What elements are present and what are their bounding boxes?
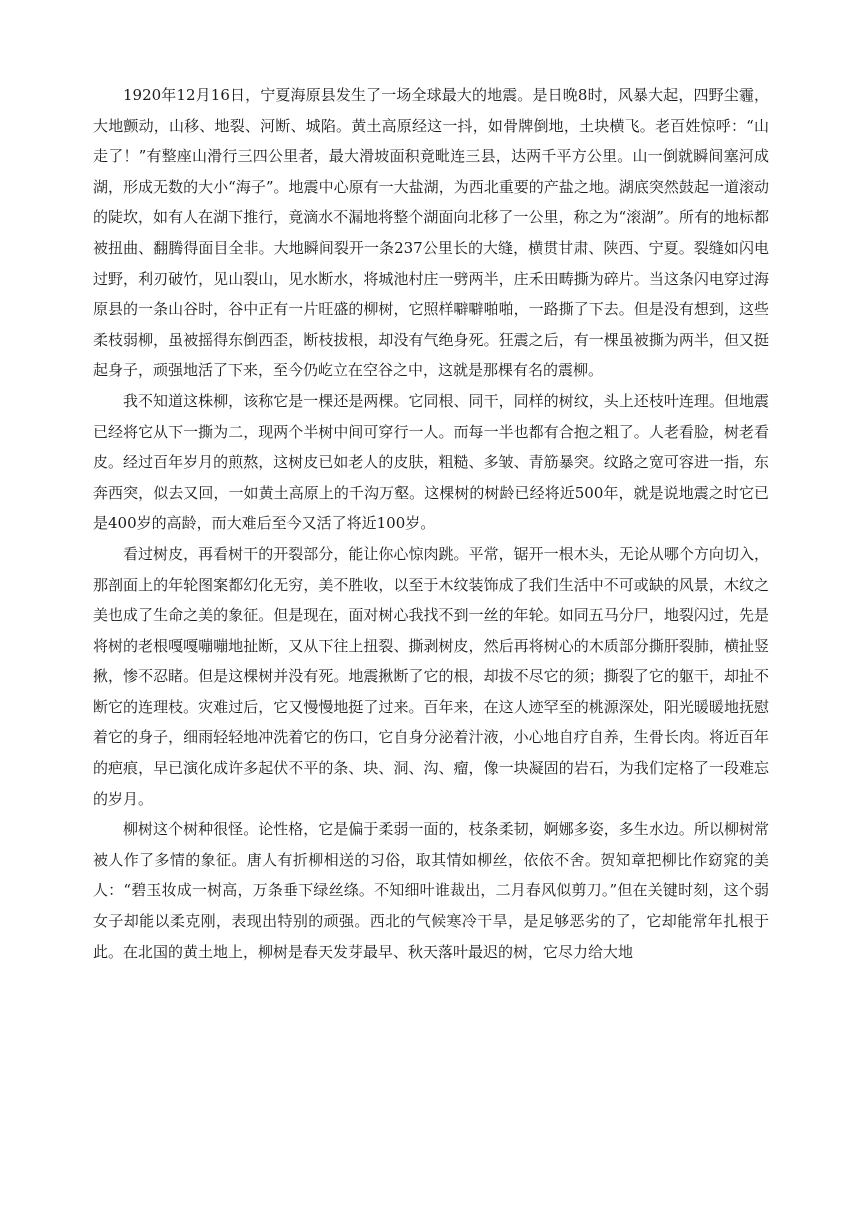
paragraph-haiyuan-earthquake: 1920年12月16日，宁夏海原县发生了一场全球最大的地震。是日晚8时，风暴大起，四野尘霾，大地颤动，山移、地裂、河断、城陷。黄土高原经这一抖，如骨牌倒地，土块横飞。老百姓惊呼：“山走了！”有整座山滑行三四公里者，最大滑坡面积竟毗连三县，达两千平方公里。山一倒就瞬间塞河成湖，形成无数的大小“海子”。地震中心原有一大盐湖，为西北重要的产盐之地。湖底突然鼓起一道滚动的陡坎，如有人在湖下推行，竟滴水不漏地将整个湖面向北移了一公里，称之为“滚湖”。所有的地标都被扭曲、翻腾得面目全非。大地瞬间裂开一条237公里长的大缝，横贯甘肃、陕西、宁夏。裂缝如闪电过野，利刃破竹，见山裂山，见水断水，将城池村庄一劈两半，庄禾田畴撕为碎片。当这条闪电穿过海原县的一条山谷时，谷中正有一片旺盛的柳树，它照样噼噼啪啪，一路撕了下去。但是没有想到，这些柔枝弱柳，虽被摇得东倒西歪，断枝拔根，却没有气绝身死。狂震之后，有一棵虽被撕为两半，但又挺起身子，顽强地活了下来，至今仍屹立在空谷之中，这就是那棵有名的震柳。	[93, 86, 769, 380]
paragraph-trunk-crack: 看过树皮，再看树干的开裂部分，能让你心惊肉跳。平常，锯开一根木头，无论从哪个方向切入，那剖面上的年轮图案都幻化无穷，美不胜收，以至于木纹装饰成了我们生活中不可或缺的风景，木纹之美也成了生命之美的象征。但是现在，面对树心我找不到一丝的年轮。如同五马分尸，地裂闪过，先是将树的老根嘎嘎嘣嘣地扯断，又从下往上扭裂、撕剥树皮，然后再将树心的木质部分撕肝裂肺，横扯竖揪，惨不忍睹。但是这棵树并没有死。地震揪断了它的根，却拔不尽它的须；撕裂了它的躯干，却扯不断它的连理枝。灾难过后，它又慢慢地挺了过来。百年来，在这人迹罕至的桃源深处，阳光暖暖地抚慰着它的身子，细雨轻轻地冲洗着它的伤口，它自身分泌着汁液，小心地自疗自养，生骨长肉。将近百年的疤痕，早已演化成许多起伏不平的条、块、洞、沟、瘤，像一块凝固的岩石，为我们定格了一段难忘的岁月。	[93, 544, 769, 808]
paragraph-willow-description: 我不知道这株柳，该称它是一棵还是两棵。它同根、同干，同样的树纹，头上还枝叶连理。但地震已经将它从下一撕为二，现两个半树中间可穿行一人。而每一半也都有合抱之粗了。人老看脸，树老看皮。经过百年岁月的煎熬，这树皮已如老人的皮肤，粗糙、多皱、青筋暴突。纹路之宽可容进一指，东奔西突，似去又回，一如黄土高原上的千沟万壑。这棵树的树龄已经将近500年，就是说地震之时它已是400岁的高龄，而大难后至今又活了将近100岁。	[93, 391, 769, 533]
paragraph-willow-character: 柳树这个树种很怪。论性格，它是偏于柔弱一面的，枝条柔韧，婀娜多姿，多生水边。所以柳树常被人作了多情的象征。唐人有折柳相送的习俗，取其情如柳丝，依依不舍。贺知章把柳比作窈窕的美人：“碧玉妆成一树高，万条垂下绿丝绦。不知细叶谁裁出，二月春风似剪刀。”但在关键时刻，这个弱女子却能以柔克刚，表现出特别的顽强。西北的气候寒冷干旱，是足够恶劣的了，它却能常年扎根于此。在北国的黄土地上，柳树是春天发芽最早、秋天落叶最迟的树，它尽力给大地	[93, 820, 769, 961]
